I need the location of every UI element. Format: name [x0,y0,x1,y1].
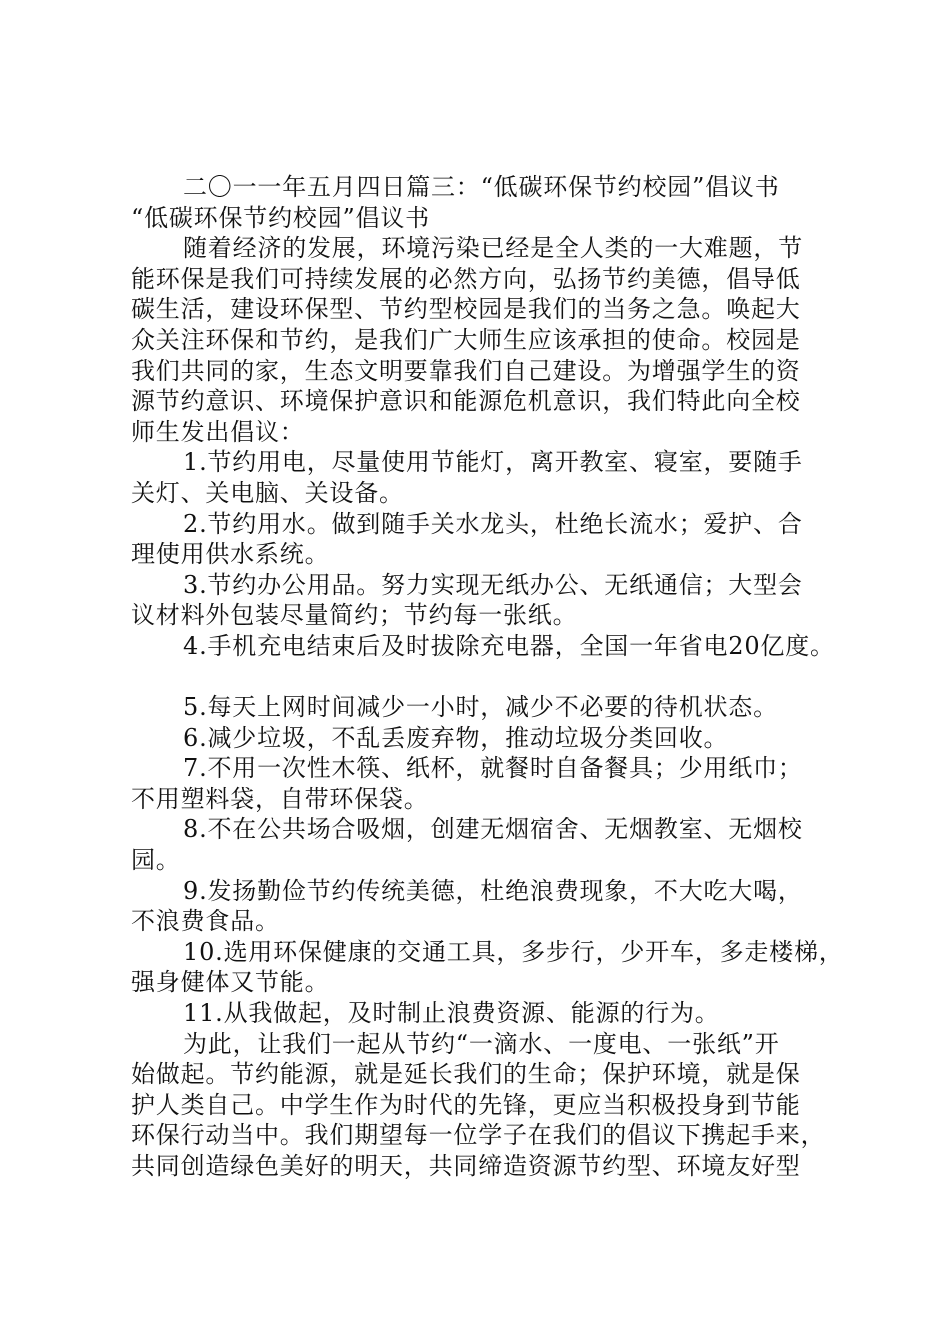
text-line: 11.从我做起，及时制止浪费资源、能源的行为。 [183,999,720,1028]
text-line: 为此，让我们一起从节约“一滴水、一度电、一张纸”开 [183,1029,780,1058]
text-line: 不用塑料袋，自带环保袋。 [131,784,429,813]
text-line: 9.发扬勤俭节约传统美德，杜绝浪费现象，不大吃大喝， [183,876,803,905]
text-line: 理使用供水系统。 [131,540,330,569]
text-line: 5.每天上网时间减少一小时，减少不必要的待机状态。 [183,693,778,722]
text-line: 不浪费食品。 [131,907,280,936]
text-line: 4.手机充电结束后及时拔除充电器，全国一年省电20亿度。 [183,631,835,660]
text-line: 随着经济的发展，环境污染已经是全人类的一大难题，节 [183,234,803,263]
text-line: 3.节约办公用品。努力实现无纸办公、无纸通信；大型会 [183,570,803,599]
text-line: 师生发出倡议： [131,417,305,446]
text-line: 8.不在公共场合吸烟，创建无烟宿舍、无烟教室、无烟校 [183,815,803,844]
text-line: “低碳环保节约校园”倡议书 [131,203,430,232]
text-line: 强身健体又节能。 [131,968,330,997]
text-line: 能环保是我们可持续发展的必然方向，弘扬节约美德，倡导低 [131,264,801,293]
text-line: 6.减少垃圾，不乱丢废弃物，推动垃圾分类回收。 [183,723,729,752]
text-line: 碳生活，建设环保型、节约型校园是我们的当务之急。唤起大 [131,295,801,324]
text-line: 众关注环保和节约，是我们广大师生应该承担的使命。校园是 [131,325,801,354]
text-line: 环保行动当中。我们期望每一位学子在我们的倡议下携起手来， [131,1121,826,1150]
text-line: 二〇一一年五月四日篇三：“低碳环保节约校园”倡议书 [183,173,780,201]
text-line: 关灯、关电脑、关设备。 [131,478,404,507]
text-line: 源节约意识、环境保护意识和能源危机意识，我们特此向全校 [131,387,801,416]
text-line: 议材料外包装尽量简约；节约每一张纸。 [131,601,578,630]
blank-line [131,662,831,693]
text-line: 2.节约用水。做到随手关水龙头，杜绝长流水；爱护、合 [183,509,803,538]
text-line: 园。 [131,846,181,875]
text-line: 1.节约用电，尽量使用节能灯，离开教室、寝室，要随手 [183,448,803,477]
text-line: 共同创造绿色美好的明天，共同缔造资源节约型、环境友好型 [131,1152,801,1180]
text-line: 始做起。节约能源，就是延长我们的生命；保护环境，就是保 [131,1060,801,1089]
text-line: 我们共同的家，生态文明要靠我们自己建设。为增强学生的资 [131,356,801,385]
text-line: 护人类自己。中学生作为时代的先锋，更应当积极投身到节能 [131,1090,801,1119]
document-body [131,172,844,1182]
text-line: 7.不用一次性木筷、纸杯，就餐时自备餐具；少用纸巾； [183,754,803,783]
text-line: 10.选用环保健康的交通工具，多步行，少开车，多走楼梯， [183,937,844,966]
